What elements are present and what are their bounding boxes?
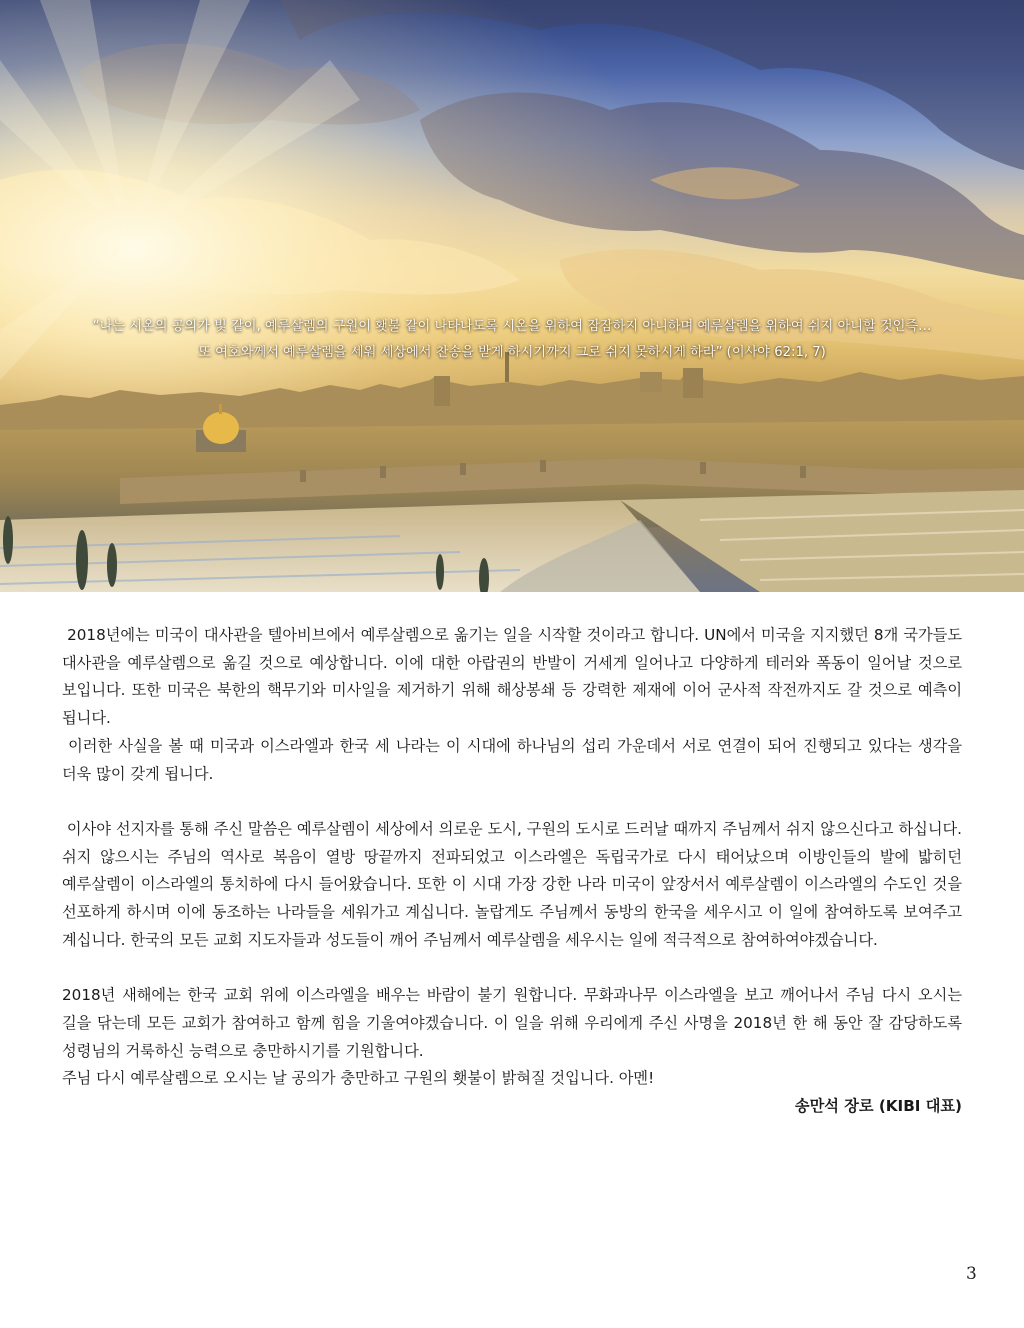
paragraph-2: 이러한 사실을 볼 때 미국과 이스라엘과 한국 세 나라는 이 시대에 하나님의 섭리 가운데서 서로 연결이 되어 진행되고 있다는 생각을 더욱 많이 갖게 됩니다. xyxy=(62,736,963,783)
paragraph-4: 2018년 새해에는 한국 교회 위에 이스라엘을 배우는 바람이 불기 원합니다. 무화과나무 이스라엘을 보고 깨어나서 주님 다시 오시는 길을 닦는데 모든 교회가 참여하고 함께 힘을 기울여야겠습니다. 이 일을 위해 우리에게 주신 사명을 2018년 한 해 동안 잘 감당하도록 성령님의 거룩하신 능력으로 충만하시기를 기원합니다. xyxy=(62,986,962,1060)
article-body xyxy=(62,622,962,1121)
page-number: 3 xyxy=(966,1264,977,1284)
scripture-quote xyxy=(40,314,984,366)
hero-image xyxy=(0,0,1024,592)
paragraph-3: 이사야 선지자를 통해 주신 말씀은 예루살렘이 세상에서 의로운 도시, 구원의 도시로 드러날 때까지 주님께서 쉬지 않으신다고 하십니다. 쉬지 않으시는 주님의 역사로 복음이 열방 땅끝까지 전파되었고 이스라엘은 독립국가로 다시 태어났으며 이방인들의 발에 밟히던 예루살렘이 이스라엘의 통치하에 다시 들어왔습니다. 또한 이 시대 가장 강한 나라 미국이 앞장서서 예루살렘이 이스라엘의 수도인 것을 선포하게 하시며 이에 동조하는 나라들을 세워가고 계십니다. 놀랍게도 주님께서 동방의 한국을 세우시고 이 일에 참여하도록 보여주고 계십니다. 한국의 모든 교회 지도자들과 성도들이 깨어 주님께서 예루살렘을 세우시는 일에 적극적으로 참여하여야겠습니다. xyxy=(62,819,963,949)
paragraph-5: 주님 다시 예루살렘으로 오시는 날 공의가 충만하고 구원의 횃불이 밝혀질 것입니다. 아멘! xyxy=(62,1069,655,1088)
quote-line-1: “나는 시온의 공의가 빛 같이, 예루살렘의 구원이 횃불 같이 나타나도록 시온을 위하여 잠잠하지 아니하며 예루살렘을 위하여 쉬지 아니할 것인즉… xyxy=(92,319,932,334)
quote-line-2: 또 여호와께서 예루살렘을 세워 세상에서 찬송을 받게 하시기까지 그로 쉬지 못하시게 하라” (이사야 62:1, 7) xyxy=(198,345,826,360)
jerusalem-sunset-illustration xyxy=(0,0,1024,592)
author-signature: 송만석 장로 (KIBI 대표) xyxy=(794,1096,962,1115)
paragraph-1: 2018년에는 미국이 대사관을 텔아비브에서 예루살렘으로 옮기는 일을 시작할 것이라고 합니다. UN에서 미국을 지지했던 8개 국가들도 대사관을 예루살렘으로 옮길 것으로 예상합니다. 이에 대한 아랍권의 반발이 거세게 일어나고 다양하게 테러와 폭동이 일어날 것으로 보입니다. 또한 미국은 북한의 핵무기와 미사일을 제거하기 위해 해상봉쇄 등 강력한 제재에 이어 군사적 작전까지도 갈 것으로 예측이 됩니다. xyxy=(62,626,962,728)
